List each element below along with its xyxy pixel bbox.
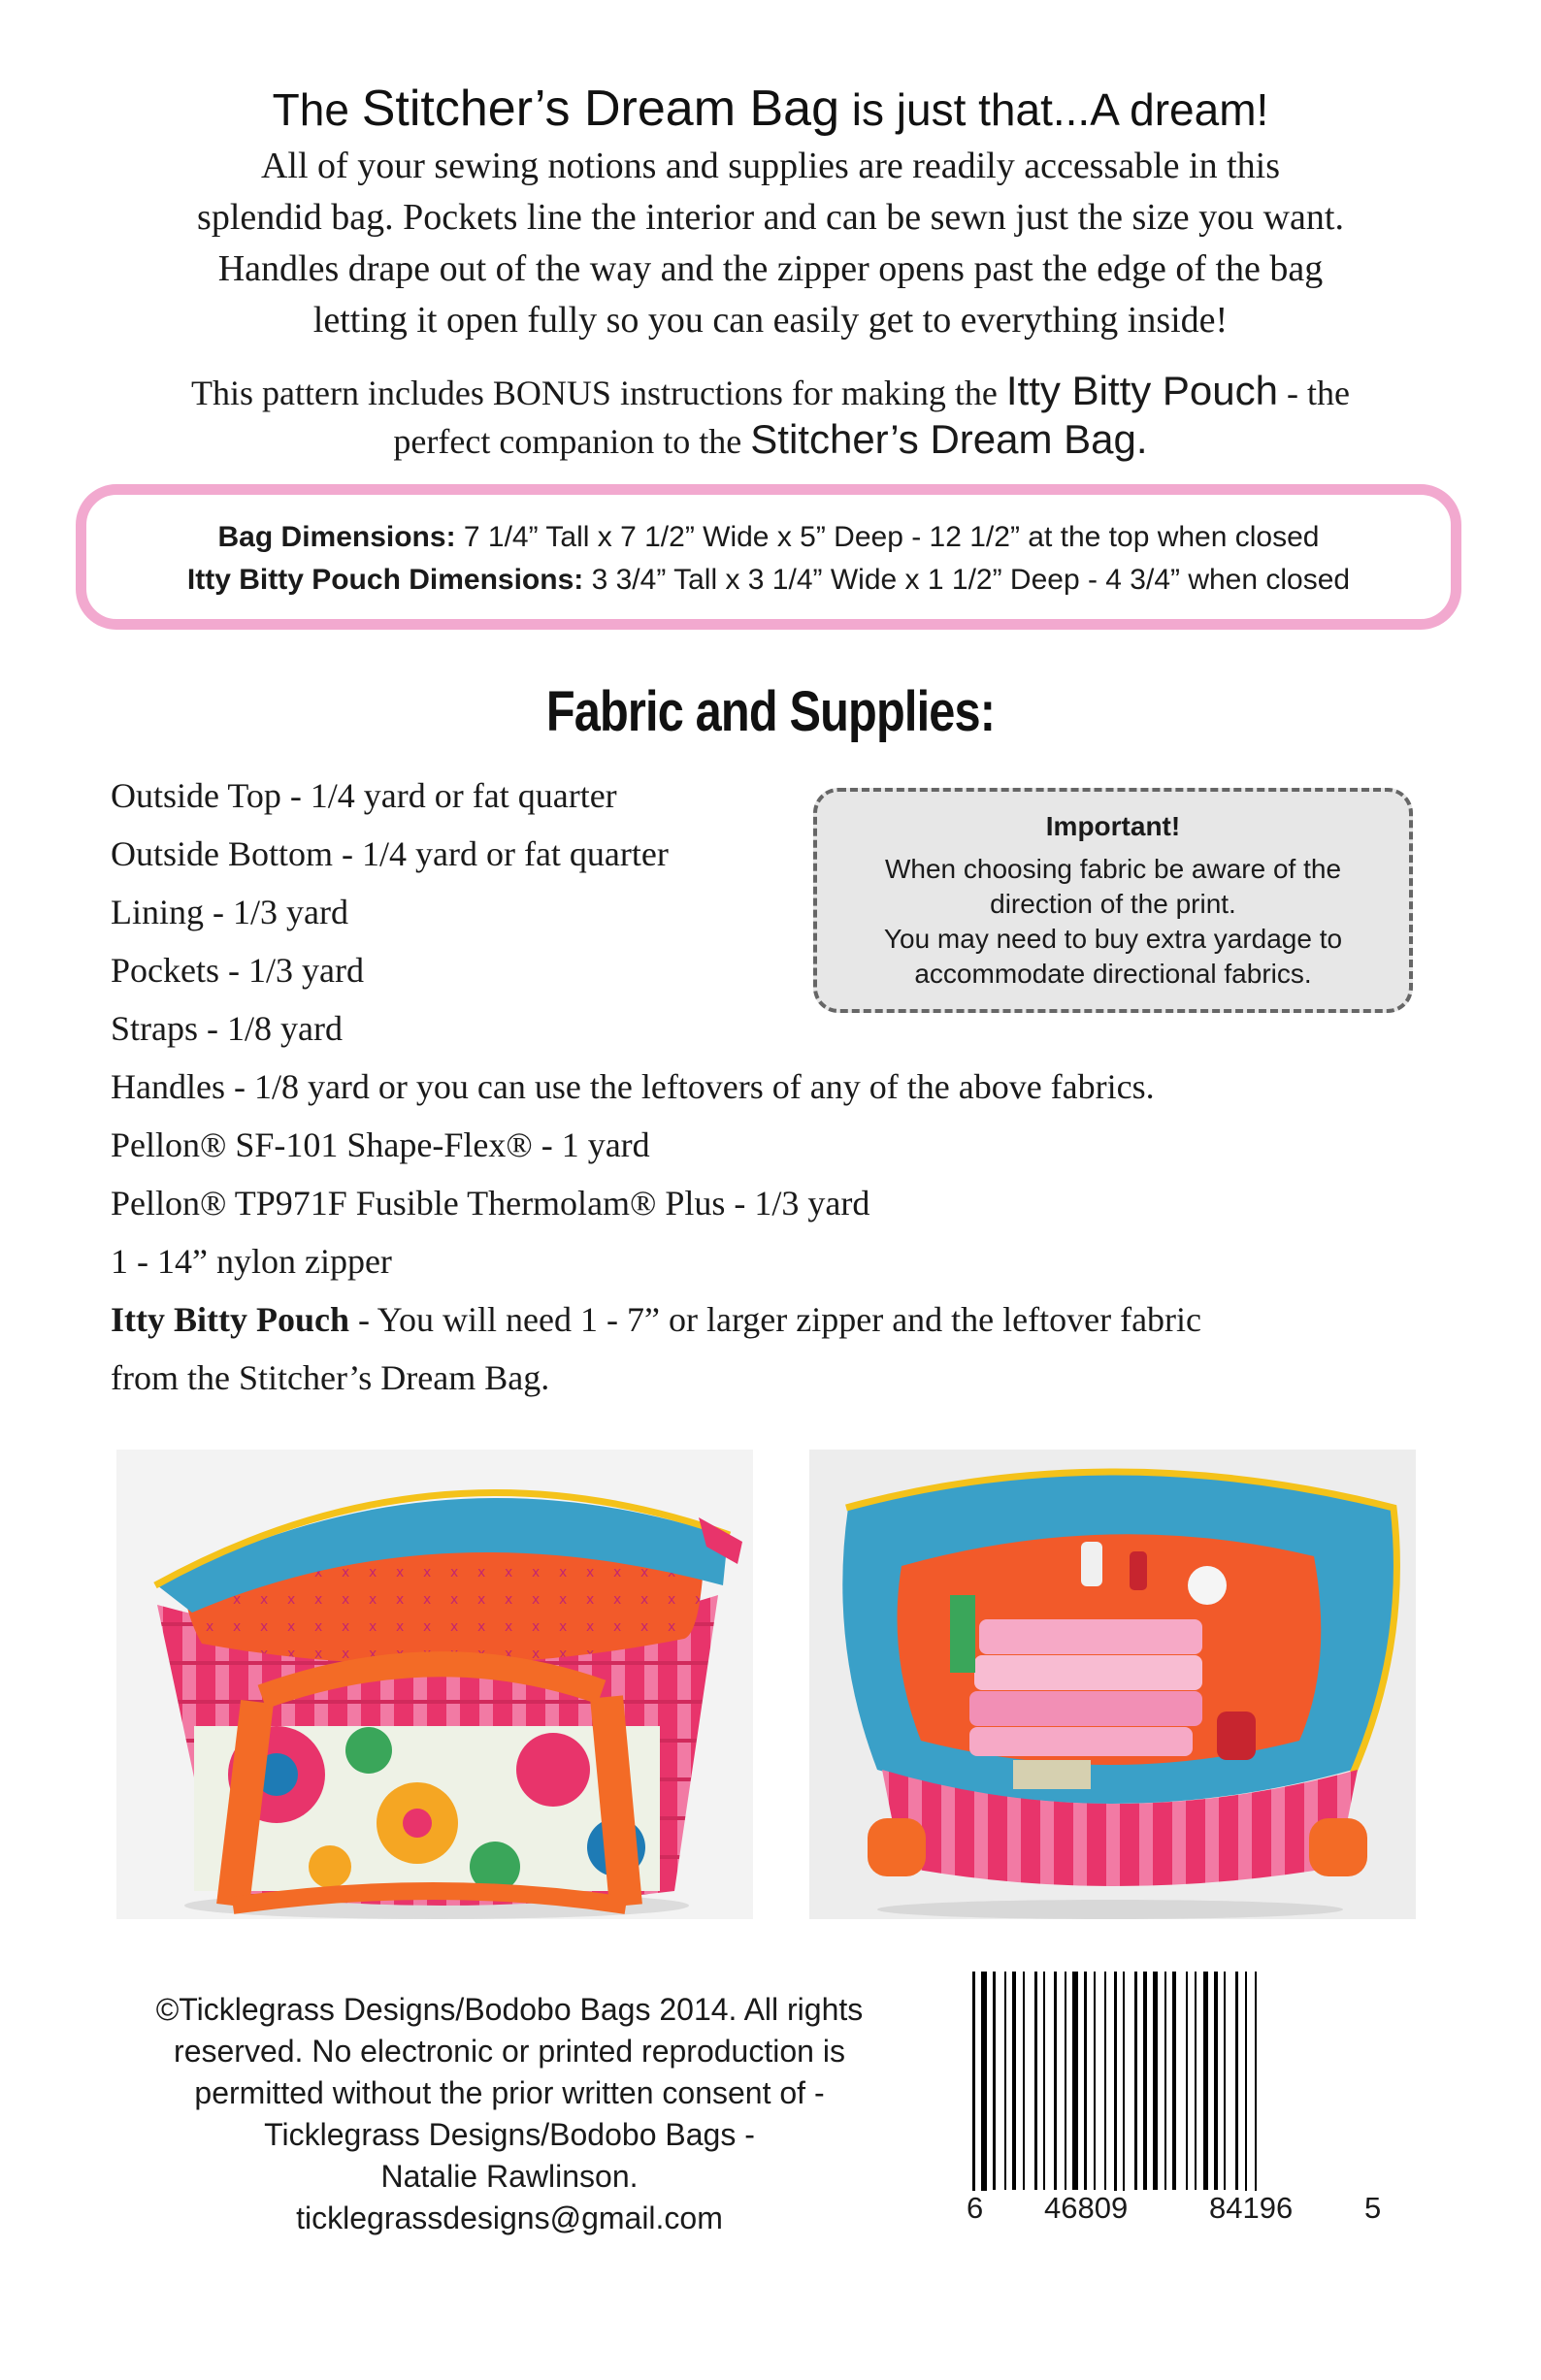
supply-item-pouch-cont: from the Stitcher’s Dream Bag.	[111, 1358, 550, 1397]
barcode-bar	[1012, 1972, 1016, 2190]
bag-exterior-illustration	[116, 1450, 753, 1919]
supply-item: Pockets - 1/3 yard	[111, 951, 364, 990]
supply-item-pouch	[111, 1290, 1324, 1349]
barcode-digit-group: 5	[1361, 2191, 1385, 2226]
barcode-digit-group: 46809	[1040, 2191, 1131, 2226]
pouch-dimensions-value: 3 3/4” Tall x 3 1/4” Wide x 1 1/2” Deep - 4 3/4” when closed	[583, 564, 1351, 596]
barcode-bar	[981, 1972, 987, 2214]
title-product-name: Stitcher’s Dream Bag	[361, 81, 839, 137]
copyright-line: ©Ticklegrass Designs/Bodobo Bags 2014. All rights	[155, 1992, 864, 2027]
contact-email: ticklegrassdesigns@gmail.com	[296, 2201, 723, 2235]
barcode-bar	[1043, 1972, 1045, 2190]
bag-dimensions-label: Bag Dimensions:	[217, 521, 456, 553]
important-line: When choosing fabric be aware of the	[884, 854, 1342, 884]
intro-line: letting it open fully so you can easily get to everything inside!	[312, 300, 1229, 341]
important-line: accommodate directional fabrics.	[914, 959, 1312, 989]
barcode-bar	[972, 1972, 975, 2214]
barcode-bar	[1153, 1972, 1158, 2190]
barcode-bar	[1214, 1972, 1218, 2190]
bonus-bag-name: Stitcher’s Dream Bag.	[750, 416, 1148, 462]
title-part: is just that...A dream!	[839, 84, 1269, 135]
barcode-bar	[1245, 1972, 1247, 2214]
barcode-bar	[1172, 1972, 1176, 2190]
barcode-bar	[1054, 1972, 1057, 2190]
barcode-bar	[1065, 1972, 1066, 2190]
bag-dimensions	[86, 516, 1451, 559]
barcode	[963, 1972, 1390, 2224]
barcode-bar	[1034, 1972, 1037, 2190]
bonus-pouch-name: Itty Bitty Pouch	[1005, 368, 1279, 413]
title-part: The	[272, 84, 362, 135]
bag-interior-photo	[809, 1450, 1416, 1919]
copyright-line: Ticklegrass Designs/Bodobo Bags -	[264, 2117, 755, 2152]
barcode-bar	[1143, 1972, 1147, 2190]
bonus-text: perfect companion to the	[393, 422, 751, 461]
important-line: You may need to buy extra yardage to	[883, 924, 1343, 954]
barcode-bar	[1123, 1972, 1125, 2214]
barcode-digit-group: 6	[963, 2191, 987, 2226]
important-note	[813, 788, 1413, 1013]
barcode-number	[963, 2191, 1390, 2226]
pouch-text: - You will need 1 - 7” or larger zipper and the leftover fabric	[349, 1300, 1202, 1339]
dimensions-box	[76, 484, 1461, 630]
pouch-label: Itty Bitty Pouch	[111, 1300, 349, 1339]
barcode-bar	[1164, 1972, 1166, 2190]
copyright-line: permitted without the prior written consent of -	[194, 2075, 825, 2110]
supplies-heading: Fabric and Supplies:	[545, 680, 996, 743]
barcode-digit-group: 84196	[1205, 2191, 1296, 2226]
barcode-bar	[1255, 1972, 1257, 2214]
barcode-bar	[1084, 1972, 1087, 2190]
intro-line: All of your sewing notions and supplies are readily accessable in this	[260, 146, 1281, 186]
barcode-bar	[993, 1972, 996, 2190]
barcode-bar	[1203, 1972, 1208, 2190]
bonus-text: - the	[1278, 374, 1350, 412]
bag-dimensions-value: 7 1/4” Tall x 7 1/2” Wide x 5” Deep - 12 1/2” at the top when closed	[455, 521, 1320, 553]
barcode-bar	[1072, 1972, 1078, 2190]
intro-section	[58, 80, 1483, 465]
bonus-note	[58, 368, 1483, 465]
supply-item: Lining - 1/3 yard	[111, 893, 348, 931]
important-line: direction of the print.	[990, 889, 1236, 919]
barcode-bar	[1004, 1972, 1006, 2190]
supply-item: Pellon® TP971F Fusible Thermolam® Plus - 1/3 yard	[111, 1184, 870, 1223]
important-title: Important!	[1045, 811, 1181, 841]
intro-description	[58, 141, 1483, 346]
bag-exterior-photo	[116, 1450, 753, 1919]
pouch-dimensions	[86, 559, 1451, 602]
intro-line: Handles drape out of the way and the zipper opens past the edge of the bag	[217, 248, 1324, 289]
bonus-text: This pattern includes BONUS instructions for making the	[191, 374, 1006, 412]
barcode-bar	[1195, 1972, 1197, 2190]
barcode-bar	[1094, 1972, 1096, 2190]
intro-line: splendid bag. Pockets line the interior and can be sewn just the size you want.	[197, 197, 1344, 238]
supply-item: Handles - 1/8 yard or you can use the leftovers of any of the above fabrics.	[111, 1067, 1155, 1106]
supply-item: Straps - 1/8 yard	[111, 1009, 343, 1048]
supply-item: Pellon® SF-101 Shape-Flex® - 1 yard	[111, 1125, 650, 1164]
supply-item: Outside Bottom - 1/4 yard or fat quarter	[111, 834, 669, 873]
barcode-bar	[1104, 1972, 1106, 2190]
copyright-line: reserved. No electronic or printed reproduction is	[174, 2034, 845, 2069]
bag-interior-illustration	[809, 1450, 1416, 1919]
barcode-bar	[1224, 1972, 1226, 2190]
barcode-bar	[1235, 1972, 1238, 2190]
copyright-line: Natalie Rawlinson.	[380, 2159, 639, 2194]
supply-item: 1 - 14” nylon zipper	[111, 1242, 392, 1281]
barcode-bar	[1134, 1972, 1137, 2190]
pouch-dimensions-label: Itty Bitty Pouch Dimensions:	[186, 564, 584, 596]
supply-item: Outside Top - 1/4 yard or fat quarter	[111, 776, 617, 815]
barcode-bar	[1114, 1972, 1117, 2214]
barcode-bar	[1186, 1972, 1188, 2190]
barcode-bar	[1023, 1972, 1025, 2190]
page-title	[58, 80, 1483, 139]
copyright-notice	[87, 1989, 932, 2239]
